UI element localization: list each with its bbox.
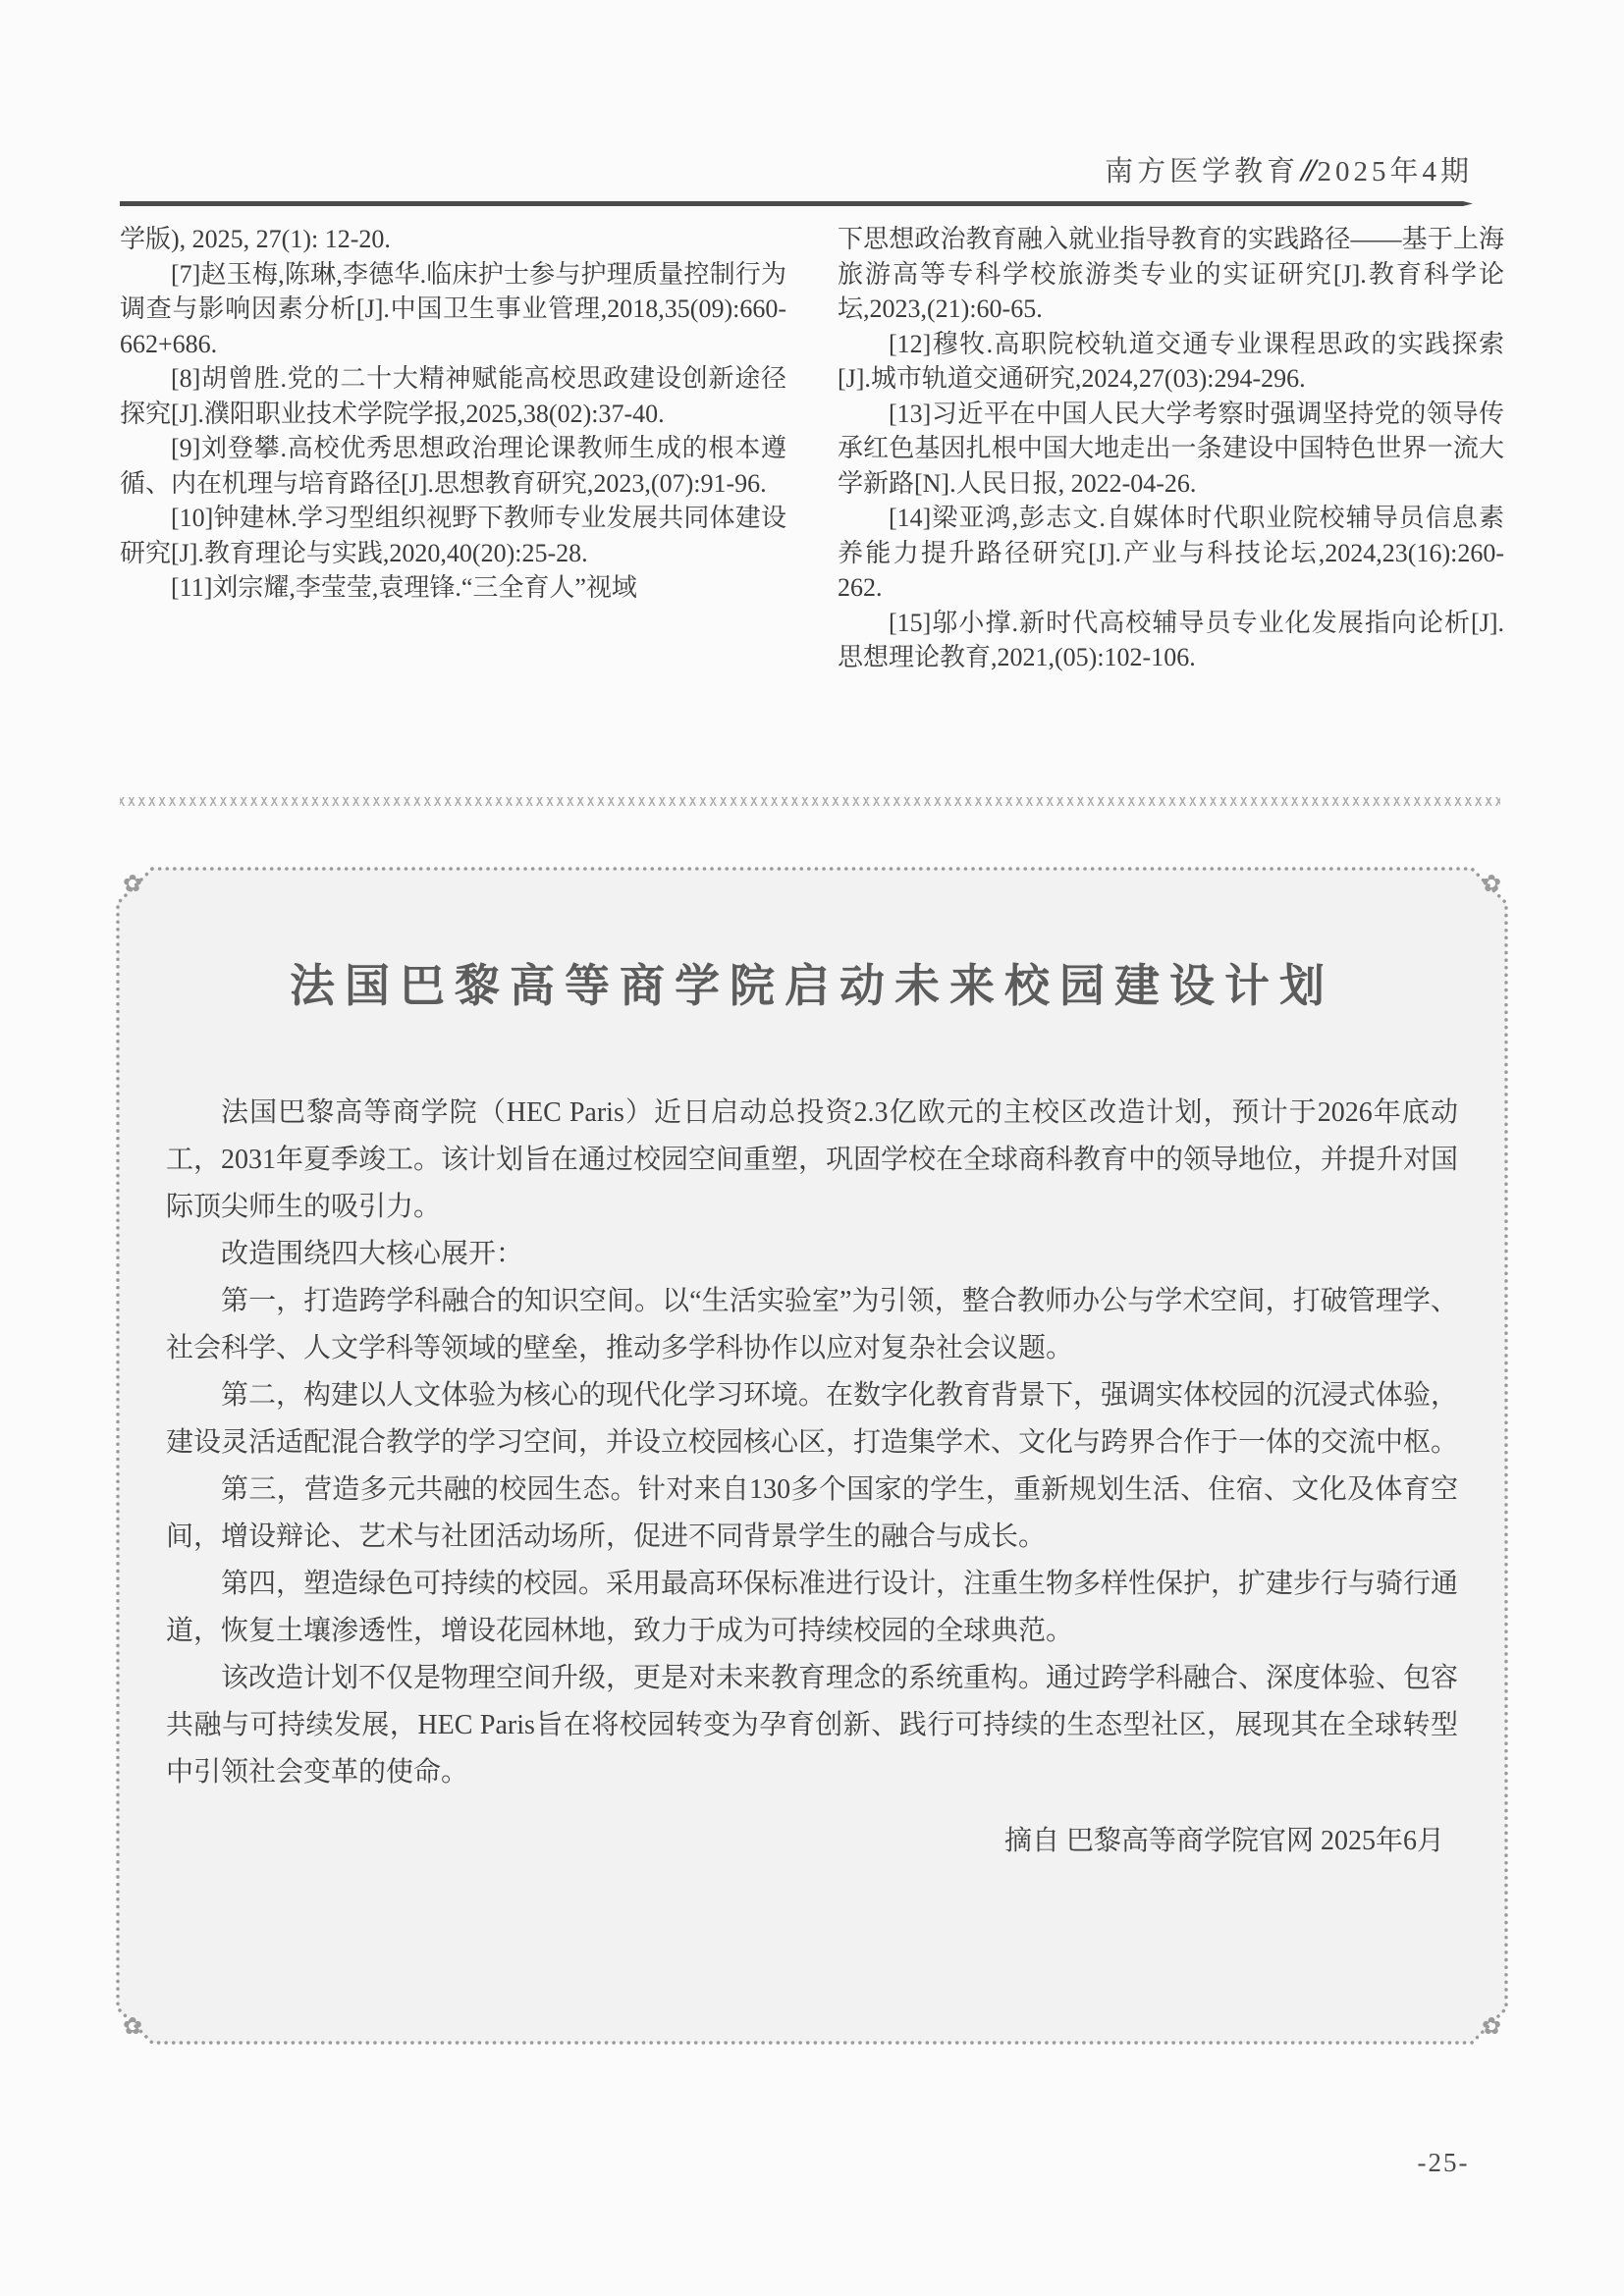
- svg-text:✿: ✿: [1481, 2014, 1502, 2040]
- svg-text:✿: ✿: [1481, 872, 1502, 897]
- notice-body: [166, 1090, 1458, 1796]
- page-number: -25-: [1417, 2148, 1470, 2177]
- notice-box: [109, 860, 1515, 2052]
- journal-name: 南方医学教育: [1105, 156, 1300, 187]
- reference-item: [8]胡曾胜.党的二十大精神赋能高校思政建设创新途径探究[J].濮阳职业技术学院学报,2025,38(02):37-40.: [120, 364, 786, 428]
- reference-item: [12]穆牧.高职院校轨道交通专业课程思政的实践探索[J].城市轨道交通研究,2024,27(03):294-296.: [838, 329, 1504, 393]
- references-right-column: [838, 222, 1504, 675]
- reference-item: [13]习近平在中国人民大学考察时强调坚持党的领导传承红色基因扎根中国大地走出一条建设中国特色世界一流大学新路[N].人民日报, 2022-04-26.: [838, 399, 1504, 498]
- issue-label: 2025年4期: [1317, 156, 1473, 187]
- reference-item: [9]刘登攀.高校优秀思想政治理论课教师生成的根本遵循、内在机理与培育路径[J].思想教育研究,2023,(07):91-96.: [120, 434, 786, 498]
- notice-paragraph: 第四，塑造绿色可持续的校园。采用最高环保标准进行设计，注重生物多样性保护，扩建步行与骑行通道，恢复土壤渗透性，增设花园林地，致力于成为可持续校园的全球典范。: [166, 1569, 1459, 1646]
- references-left-column: [120, 222, 786, 675]
- page-header: [120, 149, 1473, 189]
- notice-paragraph: 改造围绕四大核心展开：: [221, 1239, 524, 1269]
- reference-item: 下思想政治教育融入就业指导教育的实践路径——基于上海旅游高等专科学校旅游类专业的实证研究[J].教育科学论坛,2023,(21):60-65.: [838, 225, 1504, 323]
- header-separator: //: [1301, 153, 1314, 188]
- references-section: [120, 222, 1504, 675]
- header-rule: [120, 201, 1473, 206]
- notice-paragraph: 第一，打造跨学科融合的知识空间。以“生活实验室”为引领，整合教师办公与学术空间，打破管理学、社会科学、人文学科等领域的壁垒，推动多学科协作以应对复杂社会议题。: [166, 1286, 1458, 1363]
- reference-item: [10]钟建林.学习型组织视野下教师专业发展共同体建设研究[J].教育理论与实践,2020,40(20):25-28.: [120, 504, 786, 567]
- notice-attribution: 摘自 巴黎高等商学院官网 2025年6月: [1003, 1826, 1444, 1856]
- reference-item: [15]邬小撑.新时代高校辅导员专业化发展指向论析[J].思想理论教育,2021,(05):102-106.: [838, 608, 1504, 671]
- reference-item: 学版), 2025, 27(1): 12-20.: [120, 225, 391, 253]
- notice-paragraph: 法国巴黎高等商学院（HEC Paris）近日启动总投资2.3亿欧元的主校区改造计划，预计于2026年底动工，2031年夏季竣工。该计划旨在通过校园空间重塑，巩固学校在全球商科教育中的领导地位，并提升对国际顶尖师生的吸引力。: [166, 1097, 1459, 1222]
- reference-item: [11]刘宗耀,李莹莹,袁理锋.“三全育人”视域: [171, 573, 637, 602]
- notice-paragraph: 该改造计划不仅是物理空间升级，更是对未来教育理念的系统重构。通过跨学科融合、深度体验、包容共融与可持续发展，HEC Paris旨在将校园转变为孕育创新、践行可持续的生态型社区，展现其在全球转型中引领社会变革的使命。: [166, 1663, 1459, 1788]
- reference-item: [14]梁亚鸿,彭志文.自媒体时代职业院校辅导员信息素养能力提升路径研究[J].产业与科技论坛,2024,23(16):260-262.: [838, 504, 1504, 602]
- notice-title: 法国巴黎高等商学院启动未来校园建设计划: [290, 960, 1334, 1011]
- notice-content: [109, 860, 1515, 2052]
- decorative-divider: [120, 797, 1500, 806]
- svg-text:✿: ✿: [122, 2014, 143, 2040]
- reference-item: [7]赵玉梅,陈琳,李德华.临床护士参与护理质量控制行为调查与影响因素分析[J].中国卫生事业管理,2018,35(09):660-662+686.: [120, 259, 786, 358]
- notice-paragraph: 第二，构建以人文体验为核心的现代化学习环境。在数字化教育背景下，强调实体校园的沉浸式体验，建设灵活适配混合教学的学习空间，并设立校园核心区，打造集学术、文化与跨界合作于一体的交流中枢。: [166, 1380, 1459, 1458]
- notice-paragraph: 第三，营造多元共融的校园生态。针对来自130多个国家的学生，重新规划生活、住宿、文化及体育空间，增设辩论、艺术与社团活动场所，促进不同背景学生的融合与成长。: [166, 1474, 1458, 1552]
- svg-text:✿: ✿: [122, 872, 143, 897]
